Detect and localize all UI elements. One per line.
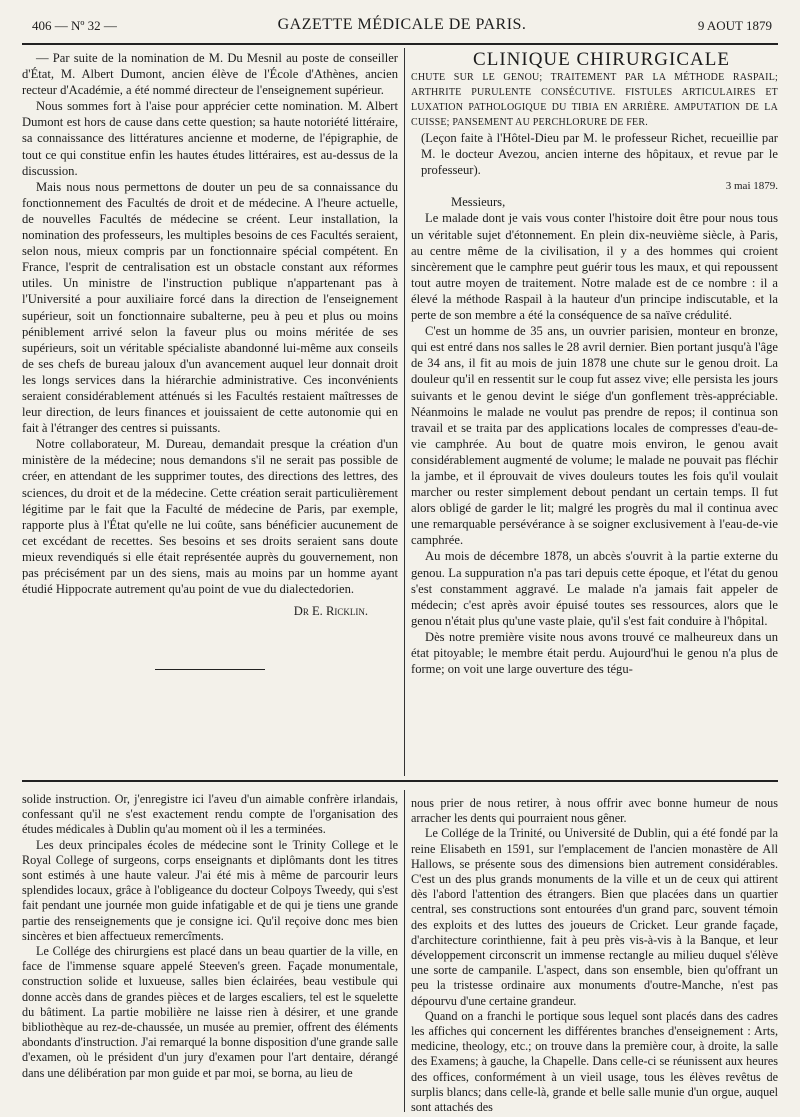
paragraph: Nous sommes fort à l'aise pour apprécier cette nomination. M. Albert Dumont est hors de cause dans cette question; sa haute notoriété littéraire, sa connaissance des littératures ancienne et moderne, de l'épigraphie, de tout ce qui constitue enfin les hautes études littéraires, est au-dessus de la discussion. [22,99,398,178]
issue-date: 9 AOUT 1879 [697,18,772,33]
bottom-left-column [22,792,398,1081]
paragraph: Le malade dont je vais vous conter l'histoire doit être pour nous tous un véritable sujet d'étonnement. En plein dix-neuvième siècle, à Paris, au centre même de la civilisation, il y a des hommes qui croient sincèrement que le camphre peut guérir tous les maux, et qui repoussent tout autre moyen de traitement. Notre malade est de ce nombre : il a élevé la méthode Raspail à la hauteur d'un principe indiscutable, et la perte de son membre a été la conséquence de sa naïve crédulité. [411,211,778,323]
feuilleton-rule [22,780,778,782]
paragraph: Les deux principales écoles de médecine sont le Trinity College et le Royal College of surgeons, corps enseignants et diplômants dont les titres sont estimés à une haute valeur. J'ai été mis à même de parcourir leurs splendides locaux, grâce à l'obligeance du docteur Colpoys Tweedy, qui s'est fait pendant une journée mon guide infatigable et de qui je tiens une grande partie des renseignements que je consigne ici. Qu'il reçoive donc mes bien sincères et bien affectueux remercîments. [22,837,398,943]
lecture-credit: (Leçon faite à l'Hôtel-Dieu par M. le professeur Richet, recueillie par M. le docteur Avezou, ancien interne des hôpitaux, et revue par le professeur). [421,131,778,178]
paragraph: nous prier de nous retirer, à nous offrir avec bonne humeur de nous arracher les dents qui pourraient nous gêner. [411,796,778,826]
column-divider [404,48,405,776]
paragraph: C'est un homme de 35 ans, un ouvrier parisien, monteur en bronze, qui est entré dans nos salles le 28 avril dernier. Bien portant jusqu'à l'âge de 34 ans, il fit au mois de juin 1878 une chute sur le genou droit. La douleur qu'il en ressentit sur le coup fut assez vive; elle persista les jours suivants et le genou devint le siége d'un gonflement très-appréciable. Néanmoins le malade ne voulut pas prendre de repos; il continua son travail et se traita par des applications locales de compresses d'eau-de-vie camphrée. Au bout de quatre mois environ, le genou avait considérablement augmenté de volume; le malade ne pouvait pas fléchir la jambe, et il éprouvait de vives douleurs toutes les fois qu'il voulait marcher ou rester simplement debout pendant un certain temps. Il fut alors obligé de garder le lit; malgré les progrès du mal il continua avec une remarquable persévérance à se soigner exclusivement à l'eau-de-vie camphrée. [411,324,778,548]
paragraph: Dès notre première visite nous avons trouvé ce malheureux dans un état pitoyable; le membre était perdu. Aujourd'hui le genou n'a plus de forme; on voit une large ouverture des tégu- [411,629,778,677]
paragraph: Le Collége des chirurgiens est placé dans un beau quartier de la ville, en face de l'immense square appelé Steeven's green. Façade monumentale, construction solide et luxueuse, salles bien éclairées, beau vestibule qui donne accès dans de grandes pièces et de larges escaliers, tel est le squelette du bâtiment. La partie mobilière ne laisse rien à désirer, et une grande bibliothèque au rez-de-chaussée, un musée au premier, offrent des éléments abondants d'instruction. J'ai remarqué la bonne disposition d'une grande salle d'examen, où le président d'un jury d'examen pour l'art dentaire, dérangé dans une délibération par mon guide et par moi, se borna, au lieu de [22,944,398,1080]
column-divider-bottom [404,790,405,1112]
lecture-date: 3 mai 1879. [725,180,778,193]
author-signature: Dr E. Ricklin. [293,604,368,619]
page-number: 406 — Nº 32 — [32,18,117,33]
section-title: CLINIQUE CHIRURGICALE [473,49,730,70]
paragraph: Au mois de décembre 1878, un abcès s'ouvrit à la partie externe du genou. La suppuration n'a pas tari depuis cette époque, et l'état du genou s'est constamment aggravé. Le malade n'a jamais fait appeler de médecin; c'est après avoir épuisé toutes ses ressources, alors que le genou n'était plus qu'une vaste plaie, qu'il s'est fait conduire à l'hôpital. [411,549,778,628]
right-column-article [411,50,778,677]
page-header [32,14,772,40]
left-column-article [22,50,398,670]
header-rule [22,43,778,45]
paragraph: Quand on a franchi le portique sous lequel sont placés dans des cadres les affiches qui concernent les différentes branches d'enseignement : Arts, medicine, theology, etc.; on trouve dans la première cour, à droite, la salle des Examens; à gauche, la Chapelle. Dans celle-ci se réunissent aux heures des offices, conformément à un vieil usage, tous les élèves revêtus de surplis blancs; dans celle-là, grande et belle salle munie d'un orgue, auquel sont attachés des [411,1008,778,1115]
section-subtitle: CHUTE SUR LE GENOU; TRAITEMENT PAR LA MÉTHODE RASPAIL; ARTHRITE PURULENTE CONSÉCUTIVE. FISTULES ARTICULAIRES ET LUXATION PATHOLOGIQUE DU TIBIA EN ARRIÈRE. AMPUTATION DE LA CUISSE; PANSEMENT AU PERCHLORURE DE FER. [411,72,778,128]
paragraph: Mais nous nous permettons de douter un peu de sa connaissance du fonctionnement des Facultés de droit et de médecine. A l'heure actuelle, de nouvelles Facultés de médecine se créent. Leur installation, la nomination des professeurs, les multiples besoins de ces Facultés seraient, selon nous, mieux compris par un fonctionnaire spécial compétent. En France, l'esprit de centralisation est un obstacle constant aux réformes utiles. Un ministre de l'instruction publique n'appartenant pas à l'Université a pour auxiliaire forcé dans la direction de l'enseignement supérieur, soit un fonctionnaire subalterne, peu à peu et plus ou moins péniblement arrivé selon la faveur plus ou moins méritée de ses supérieurs, soit un véritable spécialiste abandonné lui-même aux conseils de ses chefs de bureau jaloux d'un avancement auquel leur donnait droit les longs services dans la hiérarchie administrative. Ces inconvénients seraient considérablement atténués si les Facultés restaient maîtresses de leur direction, de leurs finances et jouissaient de cette autonomie qui en fait à l'étranger des centres si puissants. [22,179,398,436]
paragraph: — Par suite de la nomination de M. Du Mesnil au poste de conseiller d'État, M. Albert Dumont, ancien élève de l'École d'Athènes, ancien recteur d'Académie, a été nommé directeur de l'enseignement supérieur. [22,51,398,98]
paragraph: solide instruction. Or, j'enregistre ici l'aveu d'un aimable confrère irlandais, confessant qu'il ne s'est exactement rendu compte de l'organisation des études médicales à Dublin qu'au moment où il les a terminées. [22,792,398,837]
paragraph: Le Collége de la Trinité, ou Université de Dublin, qui a été fondé par la reine Elisabeth en 1591, sur l'emplacement de l'ancien monastère de All Hallows, se présente sous des dimensions bien autrement considérables. C'est un des plus grands monuments de la ville et un de ceux qui attirent dès l'abord l'attention des étrangers. Bien que placées dans un quartier central, ses constructions sont entourées d'un grand parc, souvent témoin des exploits et des luttes des joueurs de Cricket. Leur grande façade, d'architecture corinthienne, fait à peu près vis-à-vis à la Banque, et leur développement circonscrit un immense rectangle au milieu duquel s'élève une sorte de campanile. L'aspect, dans son ensemble, bien qu'offrant un peu la tristesse ordinaire aux monuments d'outre-Manche, n'est pas dépourvu d'une certaine grandeur. [411,826,778,1008]
greeting: Messieurs, [451,195,506,210]
end-rule [155,669,265,670]
journal-title: GAZETTE MÉDICALE DE PARIS. [277,16,527,33]
paragraph: Notre collaborateur, M. Dureau, demandait presque la création d'un ministère de la médecine; nous demandons s'il ne serait pas possible de créer, en attendant de les supprimer toutes, des directions des lettres, des sciences, du droit et de la médecine. Cette création serait particulièrement légitime par le fait que la Faculté de médecine de Paris, par exemple, rapporte plus à l'État qu'elle ne lui coûte, sans bénéficier aucunement de cet excédant de recettes. Ses besoins et ses droits seraient sans doute mieux revendiqués si elle était représentée auprès du gouvernement, non pas précisément par un des siens, mais au moins par un homme ayant étudié Hippocrate autrement qu'au point de vue du dialectedorien. [22,437,398,597]
bottom-right-column [411,796,778,1115]
